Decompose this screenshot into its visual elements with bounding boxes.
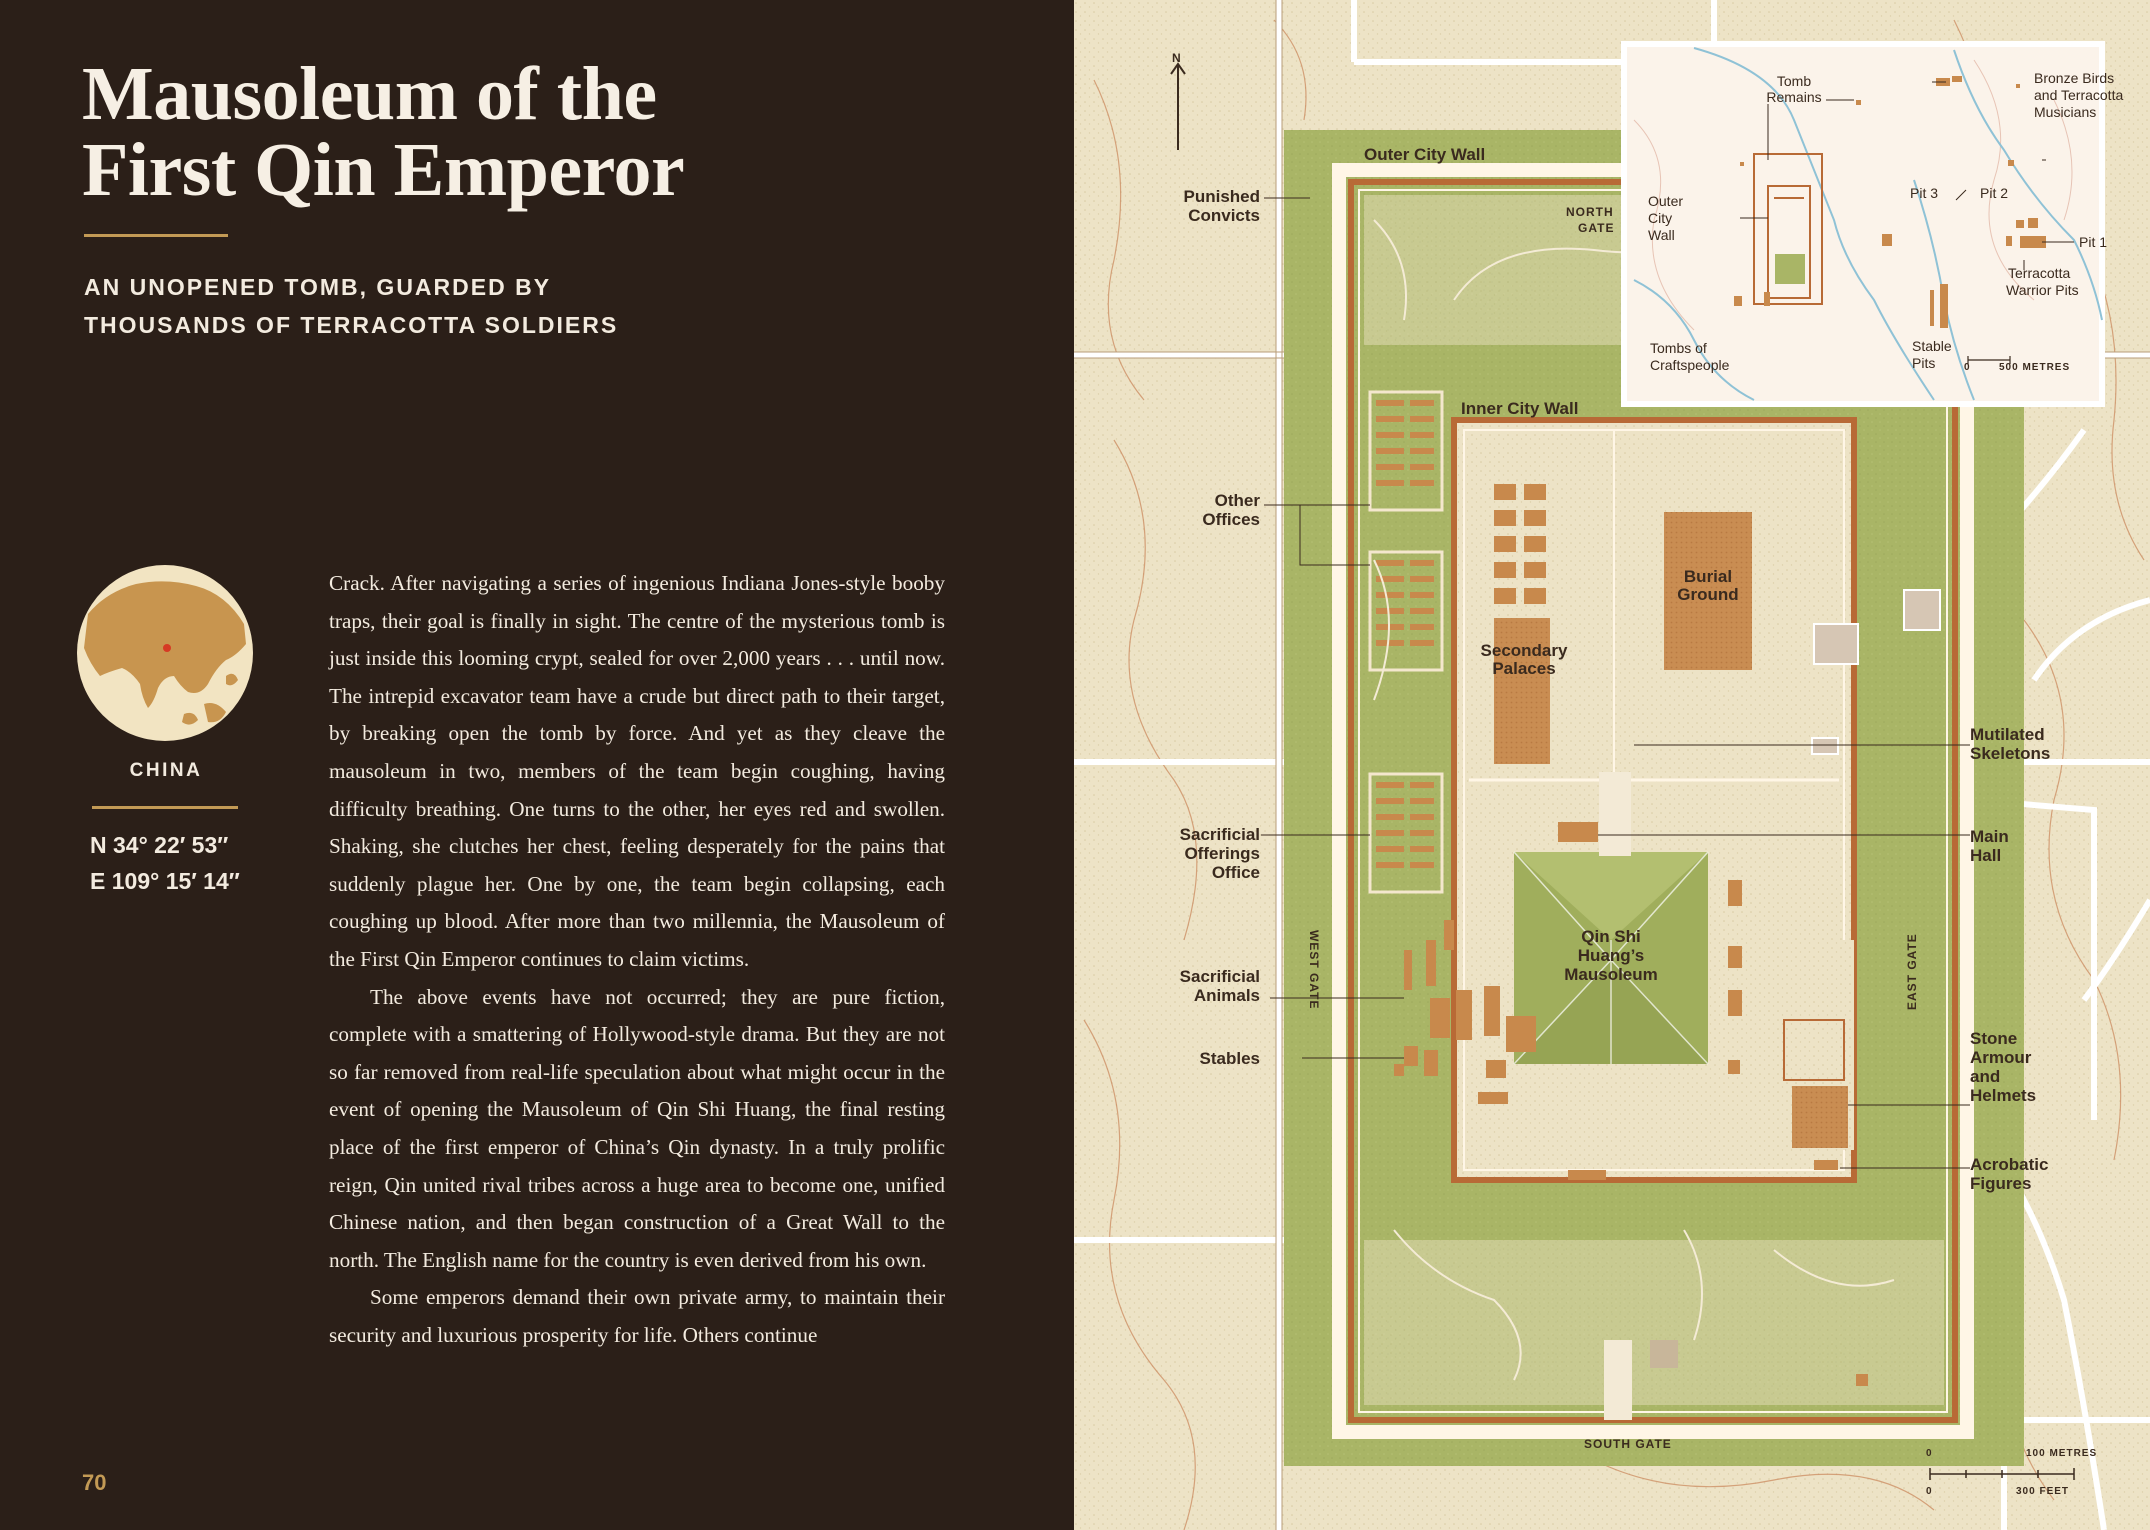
right-page-map bbox=[1074, 0, 2150, 1530]
label-stone-armour-1: Stone bbox=[1970, 1029, 2018, 1048]
inset-bronze-1: Bronze Birds bbox=[2034, 70, 2115, 86]
label-inner-city-wall: Inner City Wall bbox=[1461, 399, 1579, 418]
inset-scale-label: 500 METRES bbox=[1999, 362, 2071, 373]
label-burial-ground-2: Ground bbox=[1677, 585, 1739, 604]
inset-tomb-remains-2: Remains bbox=[1766, 89, 1822, 105]
title-line-1: Mausoleum of the bbox=[82, 52, 657, 136]
country-rule bbox=[92, 806, 238, 809]
inset-bronze-3: Musicians bbox=[2034, 104, 2097, 120]
label-north-gate-2: GATE bbox=[1578, 221, 1615, 235]
inset-stable-pits-1: Stable bbox=[1912, 338, 1952, 354]
label-burial-ground-1: Burial bbox=[1683, 567, 1733, 586]
label-north-gate-1: NORTH bbox=[1566, 205, 1614, 219]
inset-scale-zero: 0 bbox=[1964, 362, 1971, 373]
inset-warrior-pits-1: Terracotta bbox=[2008, 265, 2071, 281]
inset-outer-wall-3: Wall bbox=[1648, 227, 1675, 243]
south-east-pit bbox=[1856, 1374, 1868, 1386]
label-sacrificial-offerings-3: Office bbox=[1211, 863, 1260, 882]
inset-pit3: Pit 3 bbox=[1910, 185, 1939, 201]
south-gate-building bbox=[1604, 1340, 1632, 1420]
label-other-offices-2: Offices bbox=[1202, 510, 1260, 529]
latitude: N 34° 22′ 53″ bbox=[90, 832, 229, 858]
inset-pit1: Pit 1 bbox=[2079, 234, 2108, 250]
subtitle-line-2: THOUSANDS OF TERRACOTTA SOLDIERS bbox=[84, 312, 619, 338]
south-building bbox=[1650, 1340, 1678, 1368]
inset-stable-pits-2: Pits bbox=[1912, 355, 1936, 371]
title-rule bbox=[84, 234, 228, 237]
label-other-offices-1: Other bbox=[1214, 491, 1260, 510]
inset-outer-wall-1: Outer bbox=[1648, 193, 1684, 209]
inset-bronze-2: and Terracotta bbox=[2034, 87, 2124, 103]
label-stone-armour-3: and bbox=[1970, 1067, 2001, 1086]
label-mutilated-skeletons-2: Skeletons bbox=[1970, 744, 2051, 763]
label-main-hall-1: Main bbox=[1970, 827, 2009, 846]
subtitle-line-1: AN UNOPENED TOMB, GUARDED BY bbox=[84, 274, 552, 300]
label-sacrificial-animals-2: Animals bbox=[1193, 986, 1260, 1005]
label-punished-convicts-1: Punished bbox=[1183, 187, 1260, 206]
scale-zero-feet: 0 bbox=[1926, 1486, 1933, 1497]
body-paragraph-2: The above events have not occurred; they are pure fiction, complete with a smattering of Hollywood-style drama. But they are not so far removed from real-life speculation about what might occur in the event of opening the Mausoleum of Qin Shi Huang, the final resting place of the first emperor of China’s Qin dynasty. In a truly prolific reign, Qin united rival tribes across a huge area to become one, unified Chinese nation, and then began construction of a Great Wall to the north. The English name for the country is even derived from his own. bbox=[329, 984, 945, 1272]
page-subtitle bbox=[84, 268, 684, 344]
scale-metres-label: 100 METRES bbox=[2026, 1448, 2098, 1459]
title-line-2: First Qin Emperor bbox=[82, 128, 685, 212]
label-east-gate: EAST GATE bbox=[1905, 933, 1919, 1010]
label-south-gate: SOUTH GATE bbox=[1584, 1437, 1672, 1451]
label-sacrificial-offerings-2: Offerings bbox=[1184, 844, 1260, 863]
left-page bbox=[0, 0, 1074, 1530]
label-stables: Stables bbox=[1199, 1049, 1260, 1068]
label-stone-armour-2: Armour bbox=[1970, 1048, 2032, 1067]
inset-tomb-remains-1: Tomb bbox=[1776, 73, 1812, 89]
label-mausoleum-1: Qin Shi bbox=[1581, 927, 1641, 946]
central-passage bbox=[1599, 772, 1631, 856]
north-label: N bbox=[1172, 51, 1182, 65]
label-punished-convicts-2: Convicts bbox=[1188, 206, 1260, 225]
body-paragraph-1: Crack. After navigating a series of ingenious Indiana Jones-style booby traps, their goal is finally in sight. The centre of the mysterious tomb is just inside this looming crypt, sealed for over 2,000 years . . . until now. The intrepid excavator team have a crude but direct path to their target, by breaking open the tomb by force. And yet as they cleave the mausoleum in two, members of the team begin coughing, having difficulty breathing. One turns to the other, her eyes red and swollen. Shaking, she clutches her chest, feeling desperately for the pains that suddenly plague her. One by one, the team begin collapsing, each coughing up blood. After more than two millennia, the Mausoleum of the First Qin Emperor continues to claim victims. bbox=[329, 571, 945, 971]
body-paragraph-3: Some emperors demand their own private army, to maintain their security and luxurious prosperity for life. Others continue bbox=[329, 1285, 945, 1347]
globe-locator-icon bbox=[76, 564, 254, 742]
scale-feet-label: 300 FEET bbox=[2016, 1486, 2070, 1497]
label-secondary-palaces-2: Palaces bbox=[1492, 659, 1556, 678]
secondary-palace-block bbox=[1494, 618, 1550, 764]
site-map bbox=[1074, 0, 2150, 1530]
inset-craftspeople-2: Craftspeople bbox=[1650, 357, 1730, 373]
label-secondary-palaces-1: Secondary bbox=[1480, 641, 1568, 660]
label-mausoleum-3: Mausoleum bbox=[1564, 965, 1658, 984]
country-label: CHINA bbox=[129, 760, 203, 781]
label-acrobatic-figures-2: Figures bbox=[1970, 1174, 2032, 1193]
page-title bbox=[82, 52, 982, 212]
body-text bbox=[329, 565, 945, 1354]
label-mausoleum-2: Huang’s bbox=[1577, 946, 1645, 965]
scale-zero-metres: 0 bbox=[1926, 1448, 1933, 1459]
label-stone-armour-4: Helmets bbox=[1970, 1086, 2037, 1105]
label-sacrificial-animals-1: Sacrificial bbox=[1179, 967, 1260, 986]
inset-warrior-pits-2: Warrior Pits bbox=[2006, 282, 2079, 298]
label-outer-city-wall: Outer City Wall bbox=[1364, 145, 1486, 164]
label-west-gate: WEST GATE bbox=[1307, 930, 1321, 1010]
page-number: 70 bbox=[82, 1470, 107, 1495]
inset-outer-wall-2: City bbox=[1648, 210, 1673, 226]
longitude: E 109° 15′ 14″ bbox=[90, 868, 240, 894]
inset-craftspeople-1: Tombs of bbox=[1650, 340, 1707, 356]
label-main-hall-2: Hall bbox=[1970, 846, 2002, 865]
label-acrobatic-figures-1: Acrobatic bbox=[1970, 1155, 2049, 1174]
main-hall bbox=[1558, 822, 1598, 842]
inset-pit2: Pit 2 bbox=[1980, 185, 2009, 201]
label-mutilated-skeletons-1: Mutilated bbox=[1970, 725, 2045, 744]
label-sacrificial-offerings-1: Sacrificial bbox=[1179, 825, 1260, 844]
